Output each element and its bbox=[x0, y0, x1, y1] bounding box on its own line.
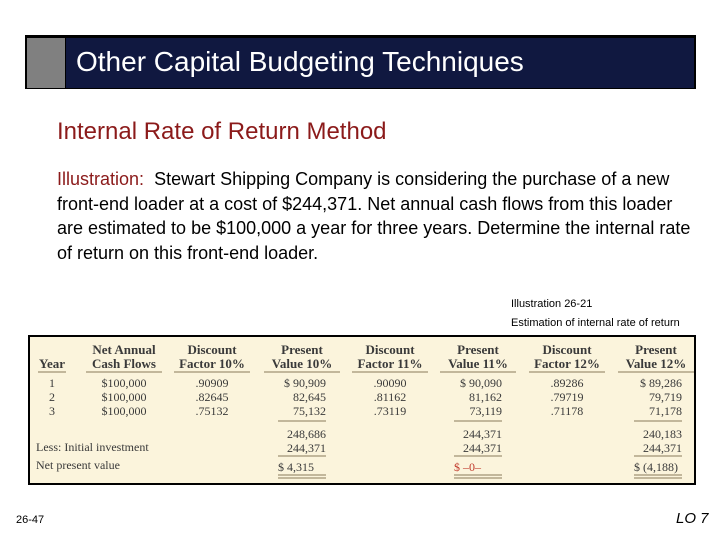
table-cell: 1 bbox=[49, 376, 55, 390]
net-present-value: $ (4,188) bbox=[634, 460, 678, 474]
column-header: Discount bbox=[187, 342, 237, 357]
column-header: Value 12% bbox=[625, 356, 687, 371]
table-cell: .82645 bbox=[195, 390, 229, 404]
irr-table bbox=[28, 335, 696, 485]
table-cell: $100,000 bbox=[101, 390, 147, 404]
column-header: Discount bbox=[365, 342, 415, 357]
table-cell: .89286 bbox=[550, 376, 584, 390]
total-value: 244,371 bbox=[463, 427, 502, 441]
learning-objective-label: LO 7 bbox=[676, 510, 709, 527]
table-cell: 79,719 bbox=[649, 390, 682, 404]
table-cell: $ 90,909 bbox=[284, 376, 326, 390]
column-header: Present bbox=[457, 342, 499, 357]
table-cell: 71,178 bbox=[649, 404, 682, 418]
table-cell: .73119 bbox=[373, 404, 407, 418]
table-cell: 2 bbox=[49, 390, 55, 404]
table-cell: 3 bbox=[49, 404, 55, 418]
table-cell: .71178 bbox=[550, 404, 584, 418]
column-header: Factor 11% bbox=[357, 356, 423, 371]
table-cell: $ 90,090 bbox=[460, 376, 502, 390]
net-present-value: $ 4,315 bbox=[278, 460, 314, 474]
less-initial-investment-label: Less: Initial investment bbox=[36, 440, 149, 454]
table-cell: $100,000 bbox=[101, 376, 147, 390]
table-cell: 73,119 bbox=[469, 404, 502, 418]
total-value: 248,686 bbox=[287, 427, 326, 441]
table-cell: 75,132 bbox=[293, 404, 326, 418]
column-header: Net Annual bbox=[92, 342, 156, 357]
illustration-description: Estimation of internal rate of return bbox=[511, 317, 680, 329]
illustration-text: Stewart Shipping Company is considering the purchase of a new front-end loader at a cost of $244,371. Net annual cash flows from this loader are estimated to be $100,000 a year for three years. Determine the internal rate of return on this front-end loader. bbox=[57, 169, 691, 263]
slide-subtitle: Internal Rate of Return Method bbox=[57, 118, 387, 145]
column-header: Value 11% bbox=[448, 356, 508, 371]
column-header: Factor 12% bbox=[534, 356, 600, 371]
column-header: Present bbox=[635, 342, 677, 357]
table-cell: .75132 bbox=[195, 404, 229, 418]
initial-investment-value: 244,371 bbox=[643, 441, 682, 455]
initial-investment-value: 244,371 bbox=[287, 441, 326, 455]
column-header: Discount bbox=[542, 342, 592, 357]
slide-title: Other Capital Budgeting Techniques bbox=[76, 46, 524, 77]
illustration-reference: Illustration 26-21 bbox=[511, 298, 593, 310]
title-accent-block bbox=[27, 38, 65, 88]
table-cell: $100,000 bbox=[101, 404, 147, 418]
total-value: 240,183 bbox=[643, 427, 682, 441]
page-number: 26-47 bbox=[16, 514, 45, 526]
column-header: Value 10% bbox=[271, 356, 333, 371]
table-cell: .90090 bbox=[373, 376, 407, 390]
column-header: Year bbox=[39, 356, 65, 371]
net-present-value-label: Net present value bbox=[36, 458, 120, 472]
illustration-paragraph bbox=[57, 167, 697, 265]
table-cell: 81,162 bbox=[469, 390, 502, 404]
irr-table-graphic bbox=[30, 337, 694, 483]
column-header: Cash Flows bbox=[92, 356, 156, 371]
table-cell: $ 89,286 bbox=[640, 376, 682, 390]
illustration-label: Illustration: bbox=[57, 169, 145, 189]
table-cell: .90909 bbox=[195, 376, 229, 390]
net-present-value: $ –0– bbox=[454, 460, 481, 474]
table-cell: .81162 bbox=[373, 390, 407, 404]
initial-investment-value: 244,371 bbox=[463, 441, 502, 455]
column-header: Present bbox=[281, 342, 323, 357]
column-header: Factor 10% bbox=[179, 356, 245, 371]
table-cell: .79719 bbox=[550, 390, 584, 404]
table-cell: 82,645 bbox=[293, 390, 326, 404]
